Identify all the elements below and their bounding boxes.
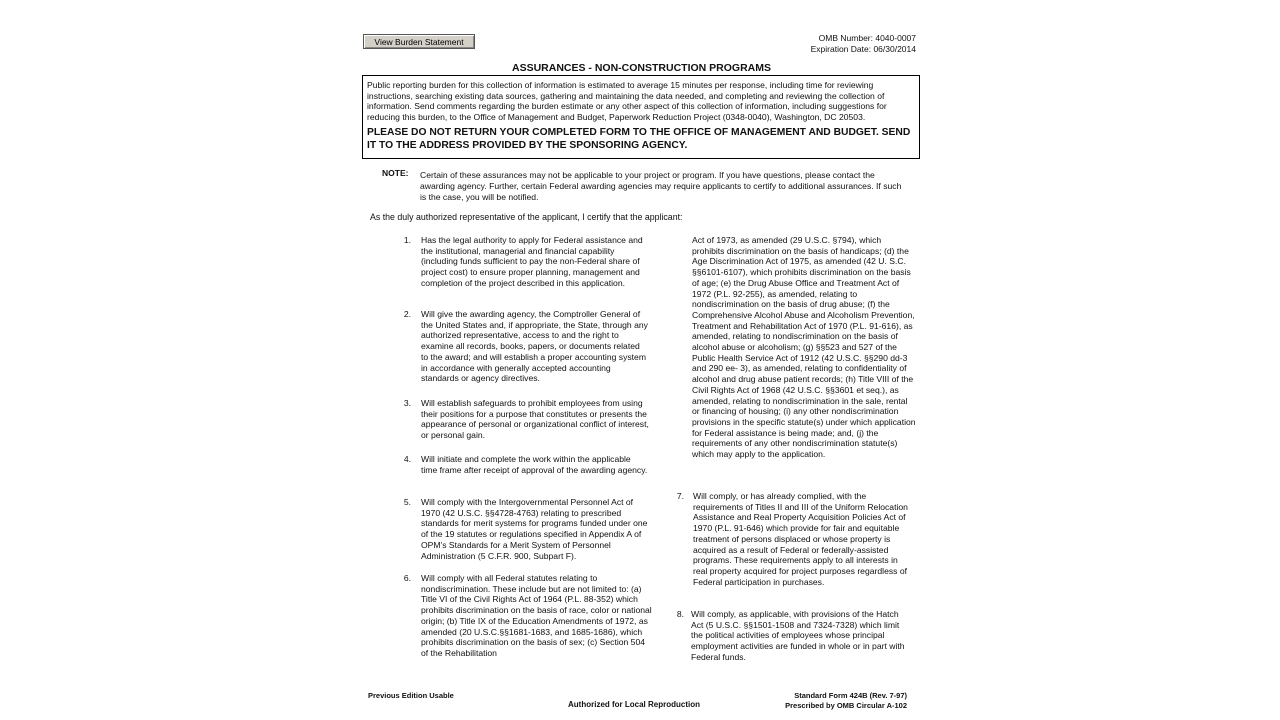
item-number: 3. (403, 398, 411, 408)
return-warning: PLEASE DO NOT RETURN YOUR COMPLETED FORM TO THE OFFICE OF MANAGEMENT AND BUDGET. SEND IT TO THE ADDRESS PROVIDED BY THE SPONSORING AGENCY. (367, 127, 911, 151)
item-number: 2. (403, 309, 411, 319)
item-number: 4. (403, 454, 411, 464)
certify-statement: As the duly authorized representative of the applicant, I certify that the applicant: (370, 212, 683, 222)
item-number: 1. (403, 235, 411, 245)
assurance-item-continued: Act of 1973, as amended (29 U.S.C. §794), which prohibits discrimination on the basis of handicaps; (d) the Age Discrimination Act of 1975, as amended (42 U. S.C. §§6101-6107), which prohibits discrimination on the basis of age; (e) the Drug Abuse Office and Treatment Act of 1972 (P.L. 92-255), as amended, relating to nondiscrimination on the basis of drug abuse; (f) the Comprehensive Alcohol Abuse and Alcoholism Prevention, Treatment and Rehabilitation Act of 1970 (P.L. 91-616), as amended, relating to nondiscrimination on the basis of alcohol abuse or alcoholism; (g) §§523 and 527 of the Public Health Service Act of 1912 (42 U.S.C. §§290 dd-3 and 290 ee- 3), as amended, relating to confidentiality of alcohol and drug abuse patient records; (h) Title VIII of the Civil Rights Act of 1968 (42 U.S.C. §§3601 et seq.), as amended, relating to nondiscrimination in the sale, rental or financing of housing; (i) any other nondiscrimination provisions in the specific statute(s) under which application for Federal assistance is being made; and, (j) the requirements of any other nondiscrimination statute(s) which may apply to the application. (692, 235, 916, 460)
item-number: 5. (403, 497, 411, 507)
note-label: NOTE: (382, 168, 409, 178)
expiration-date: Expiration Date: 06/30/2014 (810, 43, 916, 54)
assurance-item: Will comply with all Federal statutes relating to nondiscrimination. These include but are not limited to: (a) Title VI of the Civil Rights Act of 1964 (P.L. 88-352) which prohibits discrimination on the basis of race, color or national origin; (b) Title IX of the Education Amendments of 1972, as amended (20 U.S.C.§§1681-1683, and 1685-1686), which prohibits discrimination on the basis of sex; (c) Section 504 of the Rehabilitation (421, 573, 652, 658)
assurance-item: Has the legal authority to apply for Federal assistance and the institutional, managerial and financial capability (including funds sufficient to pay the non-Federal share of project cost) to ensure proper planning, management and completion of the project described in this application. (421, 235, 643, 288)
burden-box (362, 75, 920, 159)
burden-statement: Public reporting burden for this collection of information is estimated to average 15 minutes per response, including time for reviewing instructions, searching existing data sources, gathering and maintaining the data needed, and completing and reviewing the collection of information. Send comments regarding the burden estimate or any other aspect of this collection of information, including suggestions for reducing this burden, to the Office of Management and Budget, Paperwork Reduction Project (0348-0040), Washington, DC 20503. (367, 80, 887, 122)
footer-form-number (785, 691, 907, 710)
form-title: ASSURANCES - NON-CONSTRUCTION PROGRAMS (511, 62, 771, 74)
assurance-item: Will comply, as applicable, with provisions of the Hatch Act (5 U.S.C. §§1501-1508 and 7324-7328) which limit the political activities of employees whose principal employment activities are funded in whole or in part with Federal funds. (691, 609, 905, 662)
assurance-item: Will establish safeguards to prohibit employees from using their positions for a purpose that constitutes or presents the appearance of personal or organizational conflict of interest, or personal gain. (421, 398, 649, 441)
assurance-item: Will initiate and complete the work within the applicable time frame after receipt of approval of the awarding agency. (421, 454, 648, 475)
omb-number: OMB Number: 4040-0007 (818, 33, 916, 43)
omb-info (811, 33, 916, 54)
assurance-item: Will comply, or has already complied, with the requirements of Titles II and III of the Uniform Relocation Assistance and Real Property Acquisition Policies Act of 1970 (P.L. 91-646) which provide for fair and equitable treatment of persons displaced or whose property is acquired as a result of Federal or federally-assisted programs. These requirements apply to all interests in real property acquired for project purposes regardless of Federal participation in purchases. (693, 491, 908, 587)
assurance-item: Will give the awarding agency, the Comptroller General of the United States and, if appropriate, the State, through any authorized representative, access to and the right to examine all records, books, papers, or documents related to the award; and will establish a proper accounting system in accordance with generally accepted accounting standards or agency directives. (421, 309, 648, 384)
form-number: Standard Form 424B (Rev. 7-97) (794, 691, 907, 700)
footer-reproduction: Authorized for Local Reproduction (568, 700, 700, 709)
note-text: Certain of these assurances may not be applicable to your project or program. If you have questions, please contact the awarding agency. Further, certain Federal awarding agencies may require applicants to certify to additional assurances. If such is the case, you will be notified. (420, 170, 902, 202)
prescribed-by: Prescribed by OMB Circular A-102 (785, 700, 907, 710)
assurance-item: Will comply with the Intergovernmental Personnel Act of 1970 (42 U.S.C. §§4728-4763) relating to prescribed standards for merit systems for programs funded under one of the 19 statutes or regulations specified in Appendix A of OPM's Standards for a Merit System of Personnel Administration (5 C.F.R. 900, Subpart F). (421, 497, 648, 561)
view-burden-statement-button[interactable]: View Burden Statement (363, 34, 475, 49)
item-number: 7. (676, 491, 684, 501)
item-number: 8. (676, 609, 684, 619)
item-number: 6. (403, 573, 411, 583)
footer-edition: Previous Edition Usable (368, 691, 454, 700)
